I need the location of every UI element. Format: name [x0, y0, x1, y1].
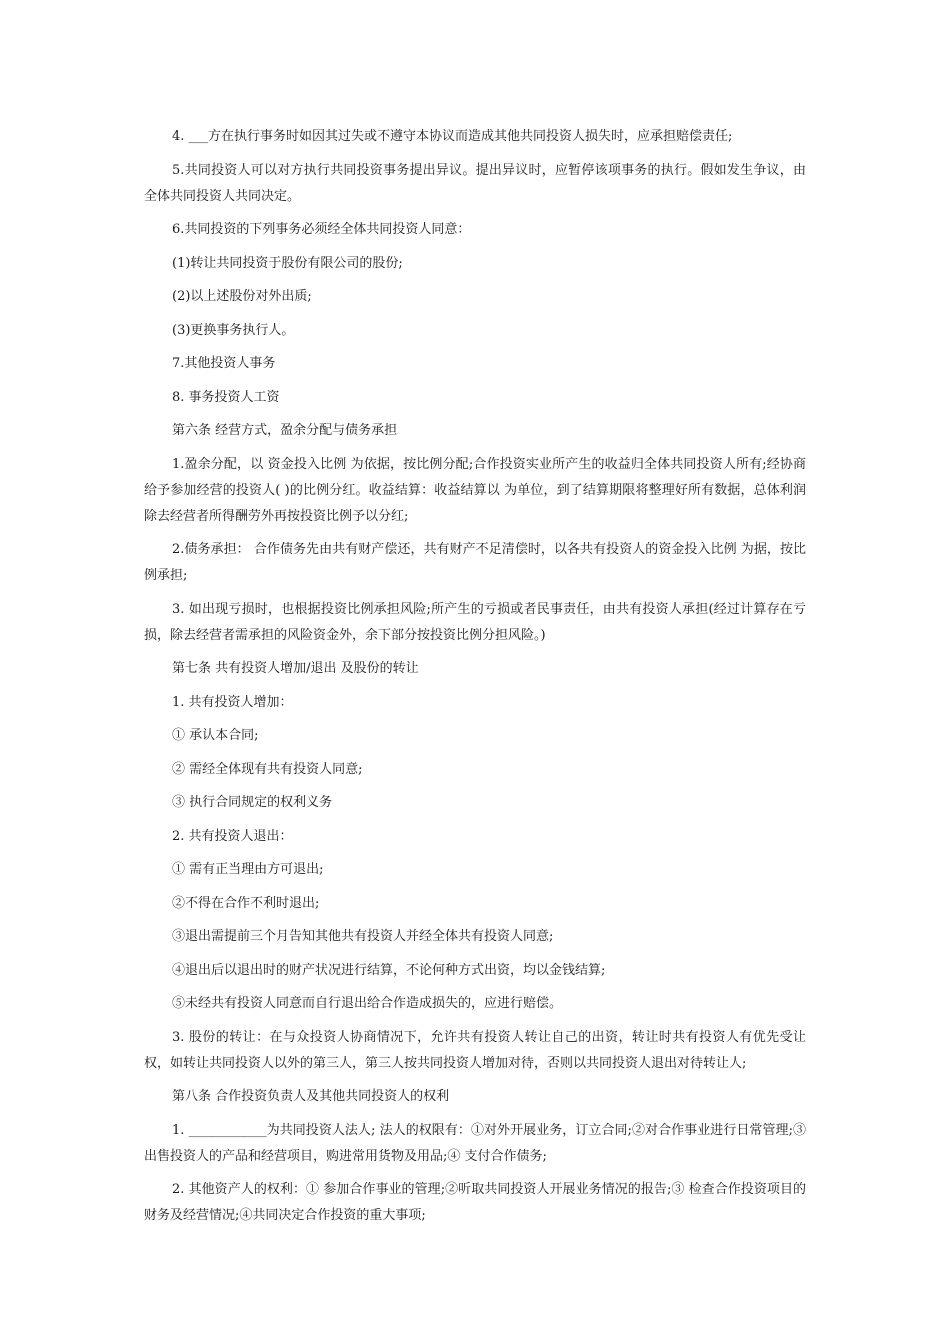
- paragraph: 3. 如出现亏损时，也根据投资比例承担风险;所产生的亏损或者民事责任，由共有投资人承担(经过计算存在亏损，除去经营者需承担的风险资金外，余下部分按投资比例分担风险。): [144, 601, 806, 643]
- paragraph: 2. 共有投资人退出：: [172, 828, 293, 844]
- paragraph: 6.共同投资的下列事务必须经全体共同投资人同意：: [172, 222, 471, 237]
- paragraph: 4. ___方在执行事务时如因其过失或不遵守本协议而造成其他共同投资人损失时，应承担赔偿责任;: [172, 129, 733, 144]
- paragraph: ③退出需提前三个月告知其他共有投资人并经全体共有投资人同意;: [172, 929, 554, 944]
- paragraph: (3)更换事务执行人。: [172, 322, 295, 338]
- paragraph: 1. ____________为共同投资人法人; 法人的权限有：①对外开展业务，订立合同;②对合作事业进行日常管理;③出售投资人的产品和经营项目，购进常用货物及用品;④ 支付合作债务;: [144, 1122, 806, 1164]
- paragraph: ② 需经全体现有共有投资人同意;: [172, 761, 363, 777]
- paragraph: 1. 共有投资人增加：: [172, 694, 293, 710]
- paragraph: ⑤未经共有投资人同意而自行退出给合作造成损失的，应进行赔偿。: [172, 996, 563, 1011]
- paragraph: ③ 执行合同规定的权利义务: [172, 795, 333, 810]
- paragraph: 第七条 共有投资人增加/退出 及股份的转让: [172, 661, 419, 676]
- paragraph: 第六条 经营方式，盈余分配与债务承担: [172, 423, 398, 438]
- paragraph: 7.其他投资人事务: [172, 356, 276, 371]
- paragraph: (2)以上述股份对外出质;: [172, 289, 312, 304]
- paragraph: ① 承认本合同;: [172, 728, 259, 743]
- paragraph: 5.共同投资人可以对方执行共同投资事务提出异议。提出异议时，应暂停该项事务的执行。假如发生争议，由全体共同投资人共同决定。: [144, 162, 806, 204]
- paragraph: 1.盈余分配，以 资金投入比例 为依据，按比例分配;合作投资实业所产生的收益归全体共同投资人所有;经协商给予参加经营的投资人( )的比例分红。收益结算：收益结算以 为单位，到了结算期限将整理好所有数据，总体利润除去经营者所得酬劳外再按投资比例予以分红;: [144, 456, 806, 524]
- paragraph: 2. 其他资产人的权利：① 参加合作事业的管理;②听取共同投资人开展业务情况的报告;③ 检查合作投资项目的财务及经营情况;④共同决定合作投资的重大事项;: [144, 1182, 806, 1223]
- paragraph: 第八条 合作投资负责人及其他共同投资人的权利: [172, 1089, 450, 1104]
- document-page: [144, 124, 806, 1237]
- paragraph: 8. 事务投资人工资: [172, 389, 280, 405]
- paragraph: ②不得在合作不利时退出;: [172, 895, 320, 911]
- paragraph: ④退出后以退出时的财产状况进行结算，不论何种方式出资，均以金钱结算;: [172, 962, 606, 978]
- paragraph: ① 需有正当理由方可退出;: [172, 862, 324, 877]
- paragraph: 3. 股份的转让：在与众投资人协商情况下，允许共有投资人转让自己的出资，转让时共有投资人有优先受让权，如转让共同投资人以外的第三人，第三人按共同投资人增加对待，否则以共同投资人退出对待转让人;: [144, 1029, 806, 1071]
- paragraph: 2.债务承担： 合作债务先由共有财产偿还，共有财产不足清偿时，以各共有投资人的资金投入比例 为据，按比例承担;: [144, 542, 806, 583]
- paragraph: (1)转让共同投资于股份有限公司的股份;: [172, 255, 403, 271]
